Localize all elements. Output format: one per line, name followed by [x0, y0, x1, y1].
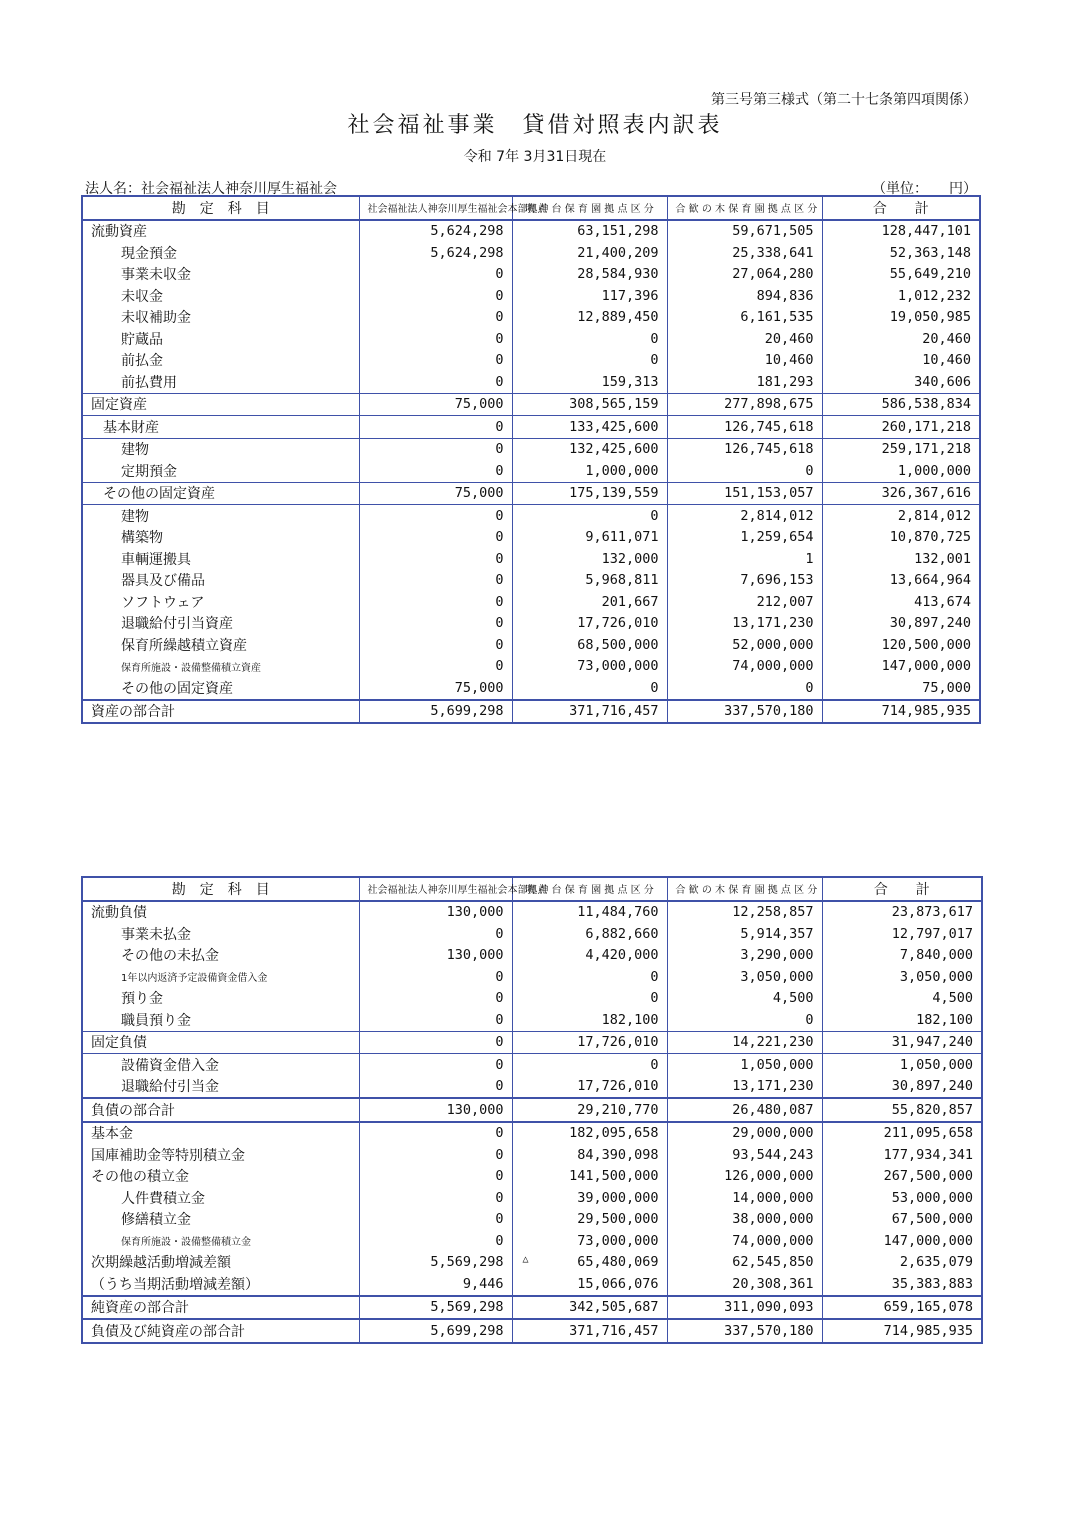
table-row — [82, 548, 980, 570]
value-col3: 151,153,057 — [667, 482, 822, 505]
value-total: 3,050,000 — [822, 966, 982, 988]
account-label: 人件費積立金 — [82, 1187, 359, 1209]
account-label: 建物 — [82, 505, 359, 527]
value-total: 1,000,000 — [822, 460, 980, 482]
value-col1: 0 — [359, 307, 512, 329]
value-col2: 0 — [512, 988, 667, 1010]
account-label: 修繕積立金 — [82, 1209, 359, 1231]
value-total: 128,447,101 — [822, 220, 980, 243]
table-row — [82, 1144, 982, 1166]
col2-header: 明 神 台 保 育 園 拠 点 区 分 — [512, 196, 667, 220]
table-row — [82, 656, 980, 678]
account-label: その他の固定資産 — [82, 482, 359, 505]
value-col1: 0 — [359, 1054, 512, 1076]
value-total: 659,165,078 — [822, 1296, 982, 1320]
value-col3: 126,745,618 — [667, 416, 822, 439]
table-row — [82, 438, 980, 460]
value-col1: 0 — [359, 505, 512, 527]
table-row — [82, 285, 980, 307]
table-row — [82, 923, 982, 945]
table-row — [82, 901, 982, 924]
value-col3: 26,480,087 — [667, 1098, 822, 1122]
value-col3: 62,545,850 — [667, 1252, 822, 1274]
value-col3: 3,290,000 — [667, 945, 822, 967]
account-label: 保育所施設・設備整備積立金 — [82, 1230, 359, 1252]
account-label: ソフトウェア — [82, 591, 359, 613]
value-col2: 0 — [512, 505, 667, 527]
value-col3: 212,007 — [667, 591, 822, 613]
value-col3: 4,500 — [667, 988, 822, 1010]
table-row — [82, 613, 980, 635]
value-total: 55,820,857 — [822, 1098, 982, 1122]
value-total: 177,934,341 — [822, 1144, 982, 1166]
table-row — [82, 1273, 982, 1296]
value-total: 2,635,079 — [822, 1252, 982, 1274]
value-col3: 277,898,675 — [667, 393, 822, 416]
value-col1: 0 — [359, 1009, 512, 1031]
value-total: 147,000,000 — [822, 1230, 982, 1252]
value-col1: 0 — [359, 264, 512, 286]
table-row — [82, 371, 980, 393]
value-total: 211,095,658 — [822, 1122, 982, 1145]
value-col2: 21,400,209 — [512, 242, 667, 264]
value-total: 7,840,000 — [822, 945, 982, 967]
value-col2: 29,500,000 — [512, 1209, 667, 1231]
value-col3: 1,050,000 — [667, 1054, 822, 1076]
value-col3: 337,570,180 — [667, 700, 822, 724]
value-col2: 73,000,000 — [512, 1230, 667, 1252]
table-row — [82, 527, 980, 549]
account-label: 職員預り金 — [82, 1009, 359, 1031]
table-row — [82, 1031, 982, 1054]
value-col1: 0 — [359, 656, 512, 678]
value-col3: 12,258,857 — [667, 901, 822, 924]
value-col2: 29,210,770 — [512, 1098, 667, 1122]
value-col2: 17,726,010 — [512, 1031, 667, 1054]
value-col3: 6,161,535 — [667, 307, 822, 329]
value-col1: 0 — [359, 923, 512, 945]
value-total: 267,500,000 — [822, 1166, 982, 1188]
value-col2: 175,139,559 — [512, 482, 667, 505]
account-label: 退職給付引当金 — [82, 1076, 359, 1099]
value-total: 35,383,883 — [822, 1273, 982, 1296]
table-row — [82, 350, 980, 372]
value-col3: 3,050,000 — [667, 966, 822, 988]
account-label: 基本金 — [82, 1122, 359, 1145]
table-row — [82, 677, 980, 700]
value-col3: 0 — [667, 460, 822, 482]
value-col1: 5,624,298 — [359, 242, 512, 264]
table-row — [82, 591, 980, 613]
value-col3: 25,338,641 — [667, 242, 822, 264]
account-label: （うち当期活動増減差額） — [82, 1273, 359, 1296]
table-row — [82, 220, 980, 243]
value-total: 12,797,017 — [822, 923, 982, 945]
value-total: 182,100 — [822, 1009, 982, 1031]
value-total: 1,050,000 — [822, 1054, 982, 1076]
table-row — [82, 460, 980, 482]
table-row — [82, 945, 982, 967]
value-col1: 0 — [359, 416, 512, 439]
table-row — [82, 700, 980, 724]
value-total: 20,460 — [822, 328, 980, 350]
value-col2: 12,889,450 — [512, 307, 667, 329]
col3-header: 合 歓 の 木 保 育 園 拠 点 区 分 — [667, 196, 822, 220]
value-col1: 0 — [359, 1031, 512, 1054]
liabilities-body — [82, 877, 982, 1343]
account-label: 定期預金 — [82, 460, 359, 482]
value-col3: 14,000,000 — [667, 1187, 822, 1209]
as-of-date: 令和 7年 3月31日現在 — [463, 149, 607, 165]
value-col2: 9,611,071 — [512, 527, 667, 549]
table-row — [82, 988, 982, 1010]
account-label: 前払費用 — [82, 371, 359, 393]
value-col2: 141,500,000 — [512, 1166, 667, 1188]
table-row — [82, 570, 980, 592]
value-col1: 75,000 — [359, 393, 512, 416]
value-col1: 5,569,298 — [359, 1252, 512, 1274]
table-row — [82, 1054, 982, 1076]
account-label: 前払金 — [82, 350, 359, 372]
value-col3: 20,460 — [667, 328, 822, 350]
account-label: 退職給付引当資産 — [82, 613, 359, 635]
account-label: 固定負債 — [82, 1031, 359, 1054]
value-total: 19,050,985 — [822, 307, 980, 329]
value-total: 340,606 — [822, 371, 980, 393]
account-label: 資産の部合計 — [82, 700, 359, 724]
account-label: 1年以内返済予定設備資金借入金 — [82, 966, 359, 988]
value-total: 120,500,000 — [822, 634, 980, 656]
value-col3: 126,000,000 — [667, 1166, 822, 1188]
value-total: 55,649,210 — [822, 264, 980, 286]
value-col2: 84,390,098 — [512, 1144, 667, 1166]
value-col2: 342,505,687 — [512, 1296, 667, 1320]
value-col2: 28,584,930 — [512, 264, 667, 286]
value-col3: 27,064,280 — [667, 264, 822, 286]
value-col1: 0 — [359, 988, 512, 1010]
value-col1: 0 — [359, 966, 512, 988]
account-label: 負債及び純資産の部合計 — [82, 1319, 359, 1343]
table-row — [82, 1319, 982, 1343]
table-row — [82, 393, 980, 416]
account-label: 国庫補助金等特別積立金 — [82, 1144, 359, 1166]
value-total: 259,171,218 — [822, 438, 980, 460]
value-col2: 371,716,457 — [512, 700, 667, 724]
value-col2: 5,968,811 — [512, 570, 667, 592]
page-title: 社会福祉事業 貸借対照表内訳表 — [347, 113, 723, 138]
value-col2: 0 — [512, 966, 667, 988]
value-col3: 38,000,000 — [667, 1209, 822, 1231]
value-col1: 0 — [359, 438, 512, 460]
value-col2: 371,716,457 — [512, 1319, 667, 1343]
value-col1: 0 — [359, 591, 512, 613]
value-col2: 201,667 — [512, 591, 667, 613]
value-col1: 0 — [359, 1187, 512, 1209]
value-col1: 0 — [359, 548, 512, 570]
account-label: 預り金 — [82, 988, 359, 1010]
value-col3: 1 — [667, 548, 822, 570]
value-col2: 39,000,000 — [512, 1187, 667, 1209]
value-total: 413,674 — [822, 591, 980, 613]
value-col1: 0 — [359, 1209, 512, 1231]
value-col1: 5,699,298 — [359, 700, 512, 724]
value-col1: 0 — [359, 613, 512, 635]
value-total: 10,870,725 — [822, 527, 980, 549]
table-row — [82, 264, 980, 286]
value-col2: 133,425,600 — [512, 416, 667, 439]
value-col1: 0 — [359, 634, 512, 656]
header-row — [82, 196, 980, 220]
account-label: 構築物 — [82, 527, 359, 549]
value-col2: 0 — [512, 328, 667, 350]
value-col3: 74,000,000 — [667, 656, 822, 678]
account-label: 固定資産 — [82, 393, 359, 416]
value-col3: 29,000,000 — [667, 1122, 822, 1145]
value-col1: 0 — [359, 1144, 512, 1166]
value-col1: 0 — [359, 350, 512, 372]
value-total: 52,363,148 — [822, 242, 980, 264]
value-col1: 130,000 — [359, 901, 512, 924]
value-col2: 73,000,000 — [512, 656, 667, 678]
value-col3: 894,836 — [667, 285, 822, 307]
value-col3: 0 — [667, 1009, 822, 1031]
value-total: 132,001 — [822, 548, 980, 570]
value-col3: 1,259,654 — [667, 527, 822, 549]
value-col2: 0 — [512, 350, 667, 372]
account-header: 勘 定 科 目 — [82, 196, 359, 220]
value-total: 1,012,232 — [822, 285, 980, 307]
table-row — [82, 1209, 982, 1231]
table-row — [82, 1230, 982, 1252]
value-total: 53,000,000 — [822, 1187, 982, 1209]
value-col2: 0 — [512, 1054, 667, 1076]
total-header: 合 計 — [822, 877, 982, 901]
value-col2: 15,066,076 — [512, 1273, 667, 1296]
value-col3: 0 — [667, 677, 822, 700]
value-total: 2,814,012 — [822, 505, 980, 527]
value-col3: 74,000,000 — [667, 1230, 822, 1252]
table-row — [82, 966, 982, 988]
value-col1: 0 — [359, 1166, 512, 1188]
value-col3: 13,171,230 — [667, 1076, 822, 1099]
value-col1: 0 — [359, 570, 512, 592]
value-col1: 0 — [359, 1230, 512, 1252]
value-total: 30,897,240 — [822, 613, 980, 635]
col2-header: 明 神 台 保 育 園 拠 点 区 分 — [512, 877, 667, 901]
value-col2: 0 — [512, 677, 667, 700]
value-col3: 337,570,180 — [667, 1319, 822, 1343]
liabilities-table — [81, 876, 983, 1344]
account-label: その他の未払金 — [82, 945, 359, 967]
value-col2: 117,396 — [512, 285, 667, 307]
account-label: 未収補助金 — [82, 307, 359, 329]
table-row — [82, 634, 980, 656]
value-col1: 5,569,298 — [359, 1296, 512, 1320]
table-row — [82, 505, 980, 527]
value-col2: 132,425,600 — [512, 438, 667, 460]
account-label: その他の積立金 — [82, 1166, 359, 1188]
account-label: 器具及び備品 — [82, 570, 359, 592]
account-label: 次期繰越活動増減差額 — [82, 1252, 359, 1274]
value-col1: 5,624,298 — [359, 220, 512, 243]
value-total: 75,000 — [822, 677, 980, 700]
value-col1: 0 — [359, 1122, 512, 1145]
value-col3: 52,000,000 — [667, 634, 822, 656]
value-col3: 10,460 — [667, 350, 822, 372]
account-label: 未収金 — [82, 285, 359, 307]
table-row — [82, 1252, 982, 1274]
value-total: 714,985,935 — [822, 1319, 982, 1343]
value-total: 586,538,834 — [822, 393, 980, 416]
value-col3: 181,293 — [667, 371, 822, 393]
table-row — [82, 1098, 982, 1122]
value-col2: 17,726,010 — [512, 613, 667, 635]
value-total: 13,664,964 — [822, 570, 980, 592]
table-row — [82, 1122, 982, 1145]
value-col1: 130,000 — [359, 1098, 512, 1122]
table-row — [82, 482, 980, 505]
value-col2: 63,151,298 — [512, 220, 667, 243]
account-label: 純資産の部合計 — [82, 1296, 359, 1320]
assets-table — [81, 195, 981, 724]
value-total: 714,985,935 — [822, 700, 980, 724]
account-label: 保育所繰越積立資産 — [82, 634, 359, 656]
value-col2: 182,095,658 — [512, 1122, 667, 1145]
value-total: 326,367,616 — [822, 482, 980, 505]
value-col2: 1,000,000 — [512, 460, 667, 482]
account-label: 車輌運搬具 — [82, 548, 359, 570]
account-label: 負債の部合計 — [82, 1098, 359, 1122]
account-label: 基本財産 — [82, 416, 359, 439]
col1-header: 社会福祉法人神奈川厚生福祉会本部拠点 — [359, 196, 512, 220]
table-row — [82, 1166, 982, 1188]
table-row — [82, 1009, 982, 1031]
assets-body — [82, 196, 980, 723]
value-total: 30,897,240 — [822, 1076, 982, 1099]
account-label: 流動資産 — [82, 220, 359, 243]
account-label: その他の固定資産 — [82, 677, 359, 700]
account-label: 現金預金 — [82, 242, 359, 264]
value-col3: 93,544,243 — [667, 1144, 822, 1166]
value-total: 147,000,000 — [822, 656, 980, 678]
value-total: 4,500 — [822, 988, 982, 1010]
col1-header: 社会福祉法人神奈川厚生福祉会本部拠点 — [359, 877, 512, 901]
table-row — [82, 307, 980, 329]
account-label: 事業未払金 — [82, 923, 359, 945]
value-total: 260,171,218 — [822, 416, 980, 439]
value-col3: 14,221,230 — [667, 1031, 822, 1054]
value-col1: 0 — [359, 527, 512, 549]
account-label: 建物 — [82, 438, 359, 460]
value-col1: 0 — [359, 371, 512, 393]
value-col1: 75,000 — [359, 677, 512, 700]
header-row — [82, 877, 982, 901]
value-col2: 11,484,760 — [512, 901, 667, 924]
value-col3: 59,671,505 — [667, 220, 822, 243]
value-col3: 7,696,153 — [667, 570, 822, 592]
value-col1: 9,446 — [359, 1273, 512, 1296]
value-col1: 75,000 — [359, 482, 512, 505]
value-col1: 0 — [359, 285, 512, 307]
unit-label: （単位： 円） — [872, 181, 977, 197]
value-col2: 68,500,000 — [512, 634, 667, 656]
value-total: 10,460 — [822, 350, 980, 372]
value-col2 — [512, 1252, 667, 1274]
value-col1: 0 — [359, 460, 512, 482]
value-col1: 0 — [359, 1076, 512, 1099]
account-label: 事業未収金 — [82, 264, 359, 286]
value-col2: 182,100 — [512, 1009, 667, 1031]
value-col1: 0 — [359, 328, 512, 350]
value-col2: 17,726,010 — [512, 1076, 667, 1099]
account-label: 設備資金借入金 — [82, 1054, 359, 1076]
table-row — [82, 328, 980, 350]
table-row — [82, 242, 980, 264]
value-col3: 20,308,361 — [667, 1273, 822, 1296]
account-label: 貯蔵品 — [82, 328, 359, 350]
value-col2: 132,000 — [512, 548, 667, 570]
value-col3: 126,745,618 — [667, 438, 822, 460]
table-row — [82, 1076, 982, 1099]
value-total: 31,947,240 — [822, 1031, 982, 1054]
account-label: 流動負債 — [82, 901, 359, 924]
value-col1: 130,000 — [359, 945, 512, 967]
value-col3: 5,914,357 — [667, 923, 822, 945]
account-header: 勘 定 科 目 — [82, 877, 359, 901]
value-col2: 308,565,159 — [512, 393, 667, 416]
form-number: 第三号第三様式（第二十七条第四項関係） — [711, 92, 977, 108]
value-col3: 2,814,012 — [667, 505, 822, 527]
table-row — [82, 1187, 982, 1209]
value-col3: 311,090,093 — [667, 1296, 822, 1320]
total-header: 合 計 — [822, 196, 980, 220]
value-col3: 13,171,230 — [667, 613, 822, 635]
corporation-name: 法人名：社会福祉法人神奈川厚生福祉会 — [85, 181, 337, 197]
value-col2: 6,882,660 — [512, 923, 667, 945]
value-col2: 159,313 — [512, 371, 667, 393]
account-label: 保育所施設・設備整備積立資産 — [82, 656, 359, 678]
col3-header: 合 歓 の 木 保 育 園 拠 点 区 分 — [667, 877, 822, 901]
value-col2: 4,420,000 — [512, 945, 667, 967]
negative-mark: △ — [522, 1254, 529, 1266]
table-row — [82, 1296, 982, 1320]
value-text: 65,480,069 — [577, 1254, 659, 1271]
value-total: 23,873,617 — [822, 901, 982, 924]
table-row — [82, 416, 980, 439]
value-col1: 5,699,298 — [359, 1319, 512, 1343]
value-total: 67,500,000 — [822, 1209, 982, 1231]
